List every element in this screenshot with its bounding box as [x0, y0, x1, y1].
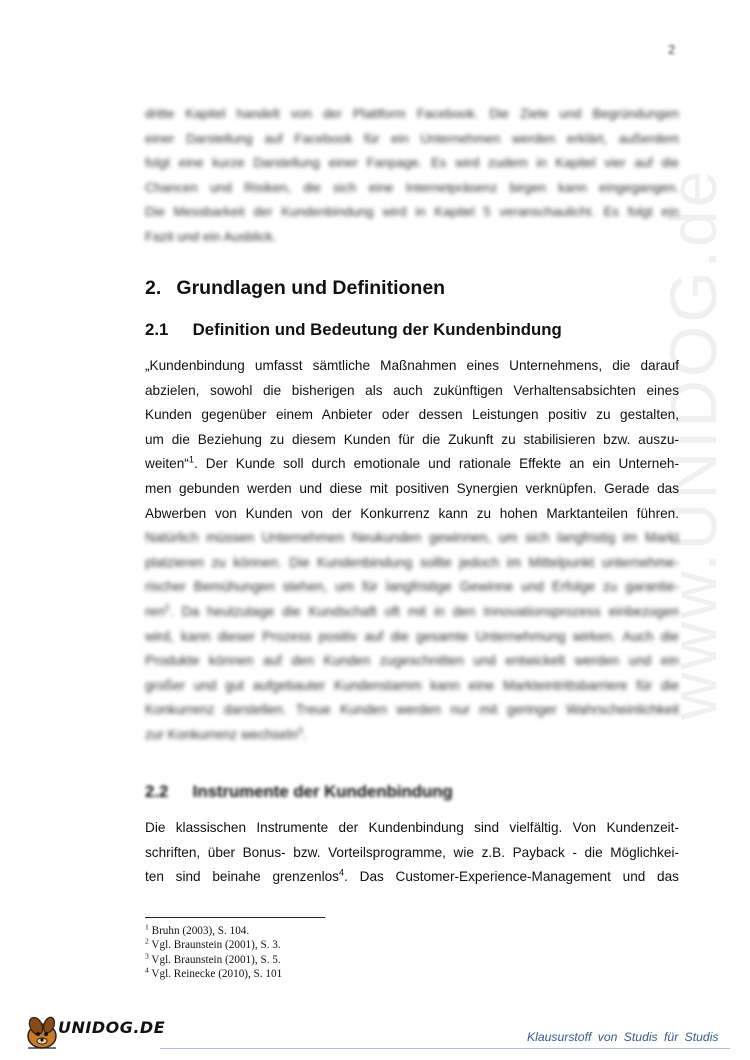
text-line: folgt eine kurze Darstellung einer Fanpage. Es wird zudem in Kapitel vier auf die [145, 155, 679, 171]
text-fragment: zur Konkurrenz wechseln [145, 726, 298, 742]
text-line [145, 600, 679, 625]
text-line: wird, kann dieser Prozess positiv auf die gesamte Unternehmung wirken. Auch die [145, 628, 679, 644]
text-line: Produkte können auf den Kunden zugeschnitten und entwickelt werden und ein [145, 653, 679, 669]
footnote-text: Vgl. Braunstein (2001), S. 5. [148, 953, 281, 966]
footnote-text: Vgl. Reinecke (2010), S. 101 [148, 968, 283, 981]
footer-slogan: Klausurstoff von Studis für Studis [527, 1030, 719, 1044]
footnote [145, 938, 282, 952]
watermark: www.UNIDOG.de [656, 167, 730, 720]
text-line: Die Messbarkeit der Kundenbindung wird in Kapitel 5 veranschaulicht. Es folgt ein [145, 204, 679, 220]
text-line: Fazit und ein Ausblick. [145, 228, 277, 244]
footnote [145, 924, 282, 938]
text-line [145, 865, 679, 890]
text-line: dritte Kapitel handelt von der Plattform Facebook. Die Ziele und Begründungen [145, 106, 679, 121]
text-line: „Kundenbindung umfasst sämtliche Maßnahmen eines Unternehmens, die darauf [145, 358, 679, 373]
blurred-text-block [145, 526, 679, 747]
text-line: Kunden gegenüber einem Anbieter oder dessen Leistungen positiv zu gestalten, [145, 407, 679, 423]
footnote-ref: 3 [297, 725, 303, 736]
text-fragment: . Der Kunde soll durch emotionale und rationale Effekte an ein Unterneh- [193, 456, 679, 472]
chapter-heading [145, 277, 445, 300]
text-fragment: ren [145, 603, 165, 619]
text-fragment: . Das Customer-Experience-Management und das [344, 869, 679, 885]
footnote-ref: 1 [188, 454, 194, 465]
section-title: Instrumente der Kundenbindung [192, 782, 453, 801]
text-line: großer und gut aufgebauter Kundenstamm kann eine Markteintrittsbarriere für die [145, 677, 679, 693]
section-heading-2-2 [145, 782, 453, 802]
section-number: 2.1 [145, 320, 169, 339]
text-line [145, 452, 679, 477]
logo-text: UNIDOG.DE [58, 1018, 166, 1037]
chapter-number: 2. [145, 277, 162, 299]
text-fragment: . Da heutzutage die Kundschaft oft mit in den Innovationsprozess einbezogen [169, 603, 679, 619]
text-line: Abwerben von Kunden von der Konkurrenz kann zu hohen Marktanteilen führen. [145, 505, 679, 521]
text-line: Natürlich müssen Unternehmen Neukunden gewinnen, um sich langfristig im Markt [145, 530, 679, 546]
page-number: 2 [668, 42, 676, 57]
footnote-mark: 4 [145, 965, 149, 975]
section-heading-2-1 [145, 320, 562, 340]
footnote-text: Bruhn (2003), S. 104. [148, 925, 250, 937]
text-fragment: weiten“ [145, 456, 189, 472]
intro-paragraph [145, 102, 679, 250]
footnote-text: Vgl. Braunstein (2001), S. 3. [148, 939, 281, 952]
footnote-ref: 2 [164, 602, 170, 613]
footnote [145, 967, 282, 981]
section-title: Definition und Bedeutung der Kundenbindung [192, 320, 562, 339]
text-fragment: ten sind beinahe grenzenlos [145, 869, 339, 885]
section-number: 2.2 [145, 782, 169, 801]
footnote-mark: 2 [145, 936, 149, 946]
text-line [145, 723, 679, 748]
text-line: schriften, über Bonus- bzw. Vorteilsprogramme, wie z.B. Payback - die Möglichkei- [145, 844, 679, 860]
footer-rule [160, 1048, 730, 1049]
chapter-title: Grundlagen und Definitionen [176, 277, 446, 299]
footnotes [145, 924, 282, 982]
text-line: Konkurrenz darstellen. Treue Kunden werden nur mit geringer Wahrscheinlichkeit [145, 702, 679, 718]
footnote-mark: 1 [145, 922, 149, 932]
footnote-rule [145, 917, 325, 918]
text-line: men gebunden werden und diese mit positiven Synergien verknüpfen. Gerade das [145, 480, 679, 496]
text-line: Die klassischen Instrumente der Kundenbindung sind vielfältig. Von Kundenzeit- [145, 820, 679, 835]
text-line: abzielen, sowohl die bisherigen als auch zukünftigen Verhaltensabsichten eines [145, 382, 679, 398]
text-line: um die Beziehung zu diesem Kunden für die Zukunft zu stabilisieren bzw. auszu- [145, 431, 679, 447]
text-fragment: . [302, 726, 307, 742]
footnote-mark: 3 [145, 951, 149, 961]
section-2-1-paragraph [145, 354, 679, 748]
footnote-ref: 4 [338, 867, 345, 878]
text-line: Chancen und Risiken, die sich eine Internetpräsenz birgen kann eingegangen. [145, 179, 679, 195]
text-line: rischer Bemühungen stehen, um für langfristige Gewinne und Erfolge zu garantie- [145, 579, 679, 595]
section-2-2-paragraph [145, 816, 679, 890]
text-line: einer Darstellung auf Facebook für ein Unternehmen werden erklärt, außerdem [145, 130, 679, 146]
text-line: platzieren zu können. Die Kundenbindung sollte jedoch im Mittelpunkt unternehme- [145, 554, 679, 570]
footnote [145, 953, 282, 967]
